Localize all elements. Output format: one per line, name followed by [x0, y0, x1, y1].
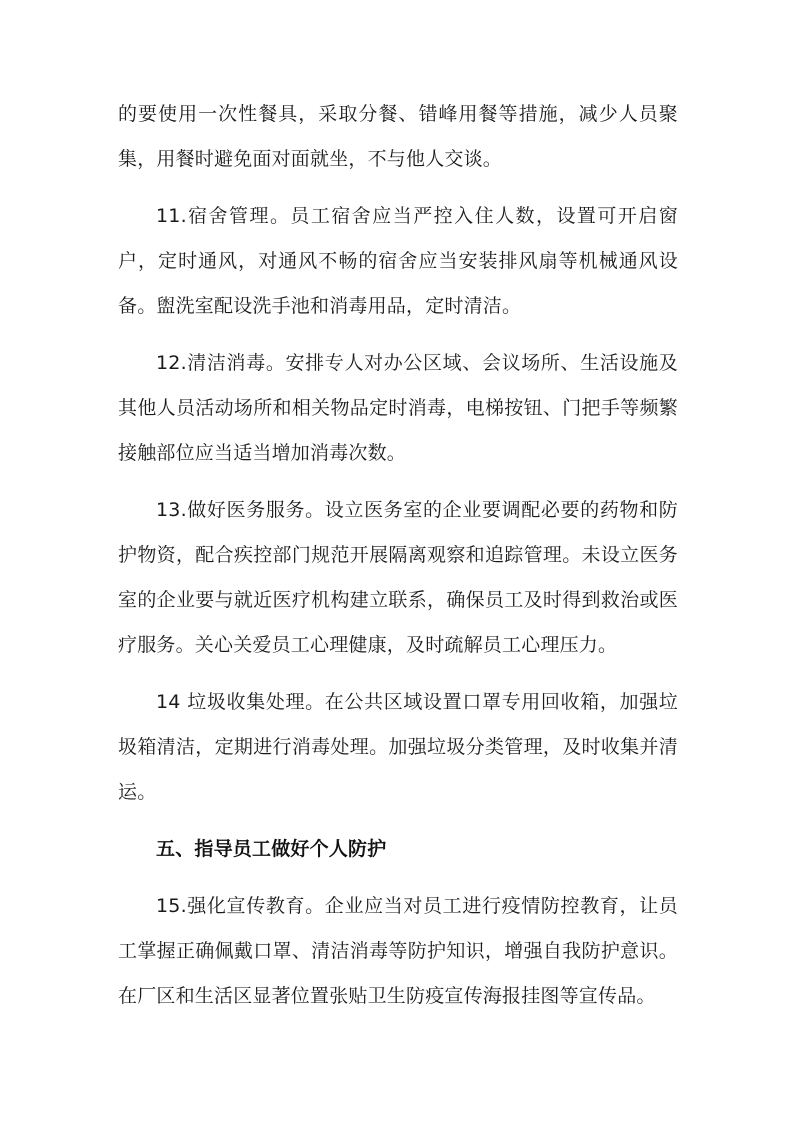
paragraph-item-15: 15.强化宣传教育。企业应当对员工进行疫情防控教育，让员工掌握正确佩戴口罩、清洁消毒等防护知识，增强自我防护意识。在厂区和生活区显著位置张贴卫生防疫宣传海报挂图等宣传品。	[118, 895, 678, 1007]
paragraph-continuation: 的要使用一次性餐具，采取分餐、错峰用餐等措施，减少人员聚集，用餐时避免面对面就坐，不与他人交谈。	[118, 103, 678, 170]
document-body	[118, 92, 678, 1031]
section-heading: 五、指导员工做好个人防护	[156, 838, 387, 860]
paragraph-item-14: 14 垃圾收集处理。在公共区域设置口罩专用回收箱，加强垃圾箱清洁，定期进行消毒处理。加强垃圾分类管理，及时收集并清运。	[118, 691, 678, 803]
paragraph-item-12: 12.清洁消毒。安排专人对办公区域、会议场所、生活设施及其他人员活动场所和相关物品定时消毒，电梯按钮、门把手等频繁接触部位应当适当增加消毒次数。	[118, 352, 678, 464]
paragraph-item-11: 11.宿舍管理。员工宿舍应当严控入住人数，设置可开启窗户，定时通风，对通风不畅的宿舍应当安装排风扇等机械通风设备。盥洗室配设洗手池和消毒用品，定时清洁。	[118, 205, 678, 317]
paragraph-item-13: 13.做好医务服务。设立医务室的企业要调配必要的药物和防护物资，配合疾控部门规范开展隔离观察和追踪管理。未设立医务室的企业要与就近医疗机构建立联系，确保员工及时得到救治或医疗服务。关心关爱员工心理健康，及时疏解员工心理压力。	[118, 499, 678, 656]
